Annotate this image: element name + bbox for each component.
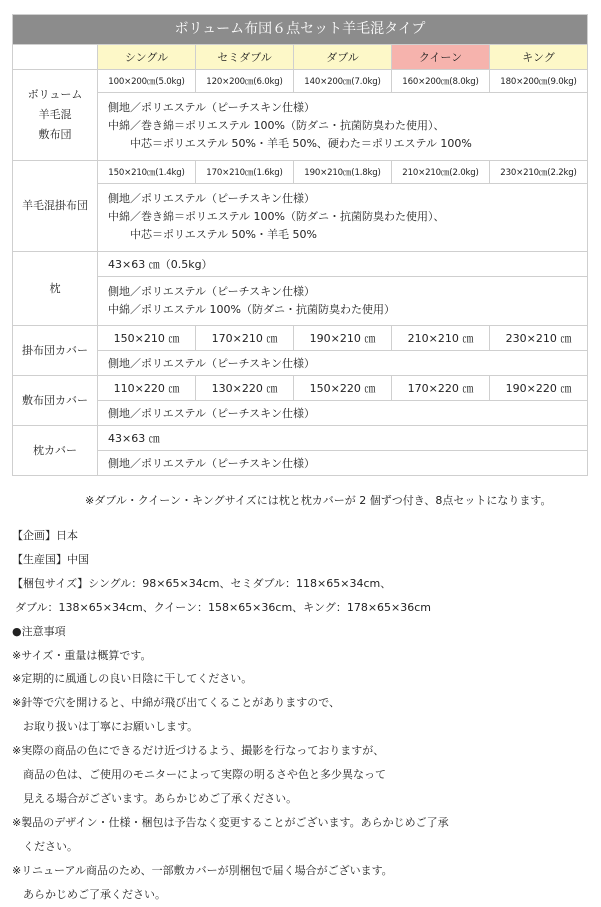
size-values [98,161,587,184]
note-line: ※実際の商品の色にできるだけ近づけるよう、撮影を行なっておりますが、 [12,744,385,758]
size-header [98,45,587,69]
table-row [13,425,587,475]
size-value: 160×200㎝(8.0kg) [392,70,490,92]
size-values [98,326,587,351]
size-value: 170×220 ㎝ [392,376,490,400]
note-line: 商品の色は、ご使用のモニターによって実際の明るさや色と多少異なって [12,768,386,782]
note-line: ※定期的に風通しの良い日陰に干してください。 [12,672,253,686]
size-values [98,376,587,401]
note-line: 【企画】日本 [12,529,78,542]
row-label: 掛布団カバー [13,326,98,375]
material-description: 側地／ポリエステル（ピーチスキン仕様） [108,407,316,420]
size-value: 190×220 ㎝ [505,382,572,395]
size-value: 110×220 ㎝ [98,376,196,400]
note-line: ※リニューアル商品のため、一部敷カバーが別梱包で届く場合がございます。 [12,863,393,877]
size-value: 230×210㎝(2.2kg) [500,168,577,178]
set-footnote: ※ダブル・クイーン・キングサイズには枕と枕カバーが 2 個ずつ付き、8点セットになります。 [85,494,552,507]
size-value: 180×200㎝(9.0kg) [500,77,577,87]
material-description: 側地／ポリエステル（ピーチスキン仕様） 中綿／ポリエステル 100%（防ダニ・抗菌防臭わた使用） [108,285,395,316]
size-value: 210×210㎝(2.0kg) [392,161,490,183]
product-notes [12,524,592,907]
note-line: 【梱包サイズ】シングル：98×65×34cm、セミダブル：118×65×34cm、 [12,576,392,590]
size-value: 140×200㎝(7.0kg) [294,70,392,92]
row-label: 枕カバー [13,426,98,475]
size-value: 170×210 ㎝ [196,326,294,350]
row-label: ボリューム 羊毛混 敷布団 [13,70,98,160]
row-label: 羊毛混掛布団 [13,161,98,251]
note-line: ※製品のデザイン・仕様・梱包は予告なく変更することがございます。あらかじめご了承 [12,815,449,829]
size-header-cell-highlight: クイーン [392,45,490,69]
size-header-cell: セミダブル [196,45,294,69]
note-line: 見える場合がございます。あらかじめご了承ください。 [12,791,298,805]
note-line: ※針等で穴を開けると、中綿が飛び出てくることがありますので、 [12,696,340,710]
header-corner [13,45,98,69]
size-value: 130×220 ㎝ [196,376,294,400]
spec-table [12,14,588,476]
material-description: 側地／ポリエステル（ピーチスキン仕様） [108,357,316,370]
size-value: 150×210㎝(1.4kg) [98,161,196,183]
size-value: 150×220 ㎝ [294,376,392,400]
spec-title: ボリューム布団６点セット羊毛混タイプ [13,15,587,44]
table-row [13,251,587,325]
size-header-cell: キング [490,45,587,69]
size-header-cell: シングル [98,45,196,69]
size-value: 150×210 ㎝ [98,326,196,350]
material-description: 側地／ポリエステル（ピーチスキン仕様） [108,457,316,470]
size-value: 100×200㎝(5.0kg) [98,70,196,92]
size-value: 190×210㎝(1.8kg) [294,161,392,183]
note-line: ●注意事項 [12,624,66,638]
size-header-row [13,44,587,69]
note-line: ダブル：138×65×34cm、クイーン：158×65×36cm、キング：178×65×36cm [15,600,432,614]
row-label: 枕 [13,252,98,325]
note-line: 【生産国】中国 [12,552,89,566]
size-value: 43×63 ㎝（0.5kg） [108,258,213,271]
size-value: 210×210 ㎝ [392,326,490,350]
size-value: 170×210㎝(1.6kg) [196,161,294,183]
note-line: ※サイズ・重量は概算です。 [12,648,152,662]
size-values [98,70,587,93]
note-line: お取り扱いは丁寧にお願いします。 [12,720,199,734]
table-row [13,160,587,251]
material-description: 側地／ポリエステル（ピーチスキン仕様） 中綿／巻き綿＝ポリエステル 100%（防ダニ・抗菌防臭わた使用）、 中芯＝ポリエステル 50%・羊毛 50%、硬わた＝ポリエステル 100% [108,101,472,150]
table-row [13,325,587,375]
note-line: あらかじめご了承ください。 [12,887,166,901]
size-value: 120×200㎝(6.0kg) [196,70,294,92]
size-value: 43×63 ㎝ [108,432,160,445]
size-header-cell: ダブル [294,45,392,69]
table-row [13,375,587,425]
table-row [13,69,587,160]
row-label: 敷布団カバー [13,376,98,425]
note-line: ください。 [12,839,78,853]
material-description: 側地／ポリエステル（ピーチスキン仕様） 中綿／巻き綿＝ポリエステル 100%（防ダニ・抗菌防臭わた使用）、 中芯＝ポリエステル 50%・羊毛 50% [108,192,445,241]
size-value: 230×210 ㎝ [505,332,572,345]
size-value: 190×210 ㎝ [294,326,392,350]
